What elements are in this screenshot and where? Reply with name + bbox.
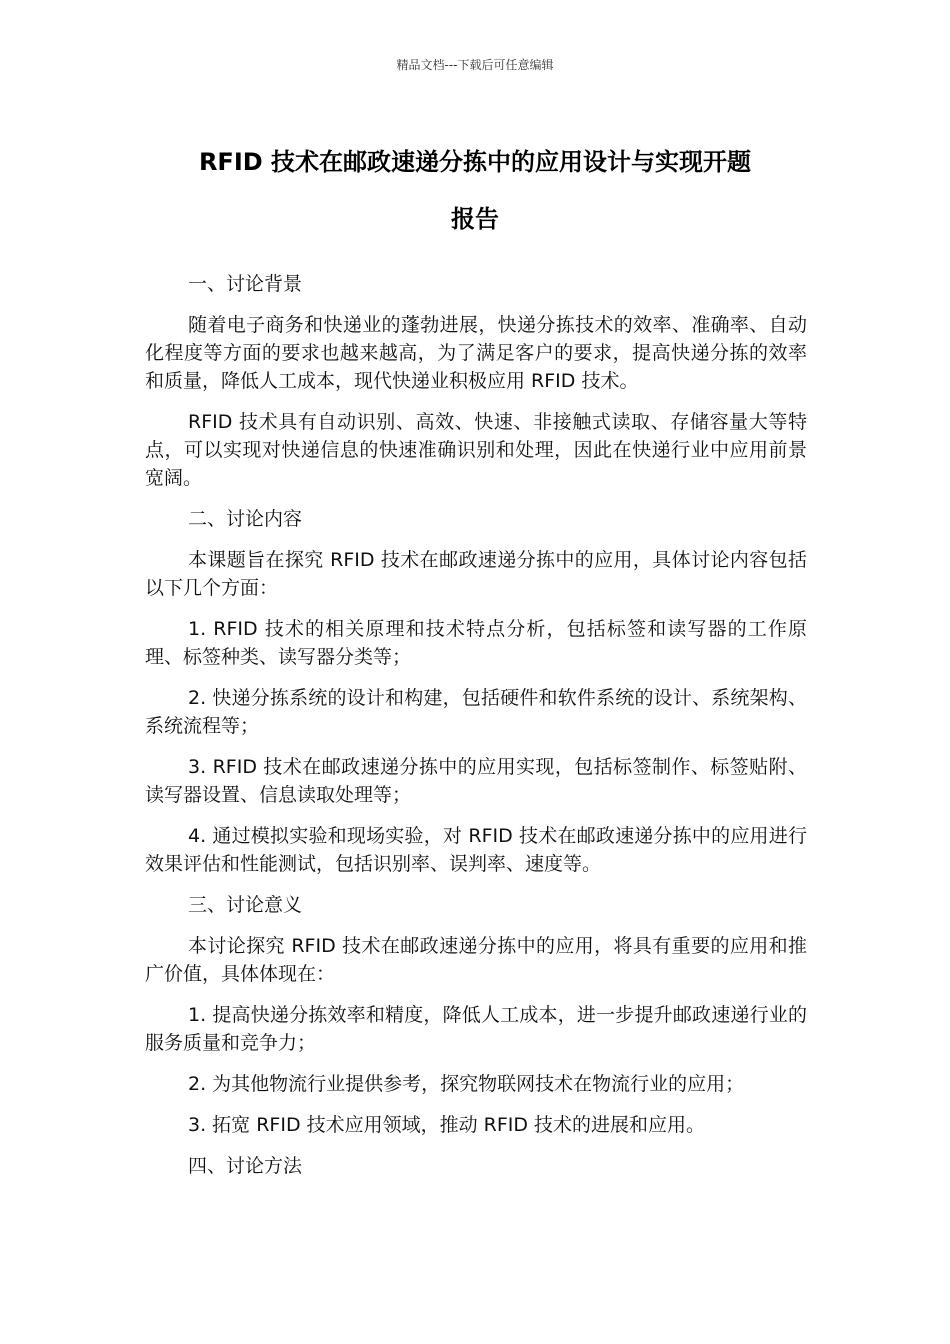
list-item: 1. RFID 技术的相关原理和技术特点分析，包括标签和读写器的工作原理、标签种类、读写器分类等； [145, 618, 807, 668]
document-body [145, 270, 807, 1193]
list-item: 3. RFID 技术在邮政速递分拣中的应用实现，包括标签制作、标签贴附、读写器设置、信息读取处理等； [145, 756, 807, 806]
page-header: 精品文档---下载后可任意编辑 [396, 58, 554, 72]
section-heading-methods: 四、讨论方法 [188, 1155, 303, 1177]
section-heading-significance: 三、讨论意义 [188, 894, 303, 916]
title-line-1: RFID 技术在邮政速递分拣中的应用设计与实现开题 [198, 148, 752, 176]
document-title [140, 134, 810, 248]
section-heading-background: 一、讨论背景 [188, 273, 303, 295]
paragraph: 随着电子商务和快递业的蓬勃进展，快递分拣技术的效率、准确率、自动化程度等方面的要求也越来越高，为了满足客户的要求，提高快递分拣的效率和质量，降低人工成本，现代快递业积极应用 RFID 技术。 [145, 314, 807, 392]
paragraph: RFID 技术具有自动识别、高效、快速、非接触式读取、存储容量大等特点，可以实现对快递信息的快速准确识别和处理，因此在快递行业中应用前景宽阔。 [145, 411, 807, 489]
list-item: 4. 通过模拟实验和现场实验，对 RFID 技术在邮政速递分拣中的应用进行效果评估和性能测试，包括识别率、误判率、速度等。 [145, 825, 807, 875]
list-item: 3. 拓宽 RFID 技术应用领域，推动 RFID 技术的进展和应用。 [188, 1114, 706, 1136]
section-heading-content: 二、讨论内容 [188, 508, 303, 530]
title-line-2: 报告 [451, 205, 499, 233]
list-item: 1. 提高快递分拣效率和精度，降低人工成本，进一步提升邮政速递行业的服务质量和竞争力； [145, 1004, 807, 1054]
paragraph: 本课题旨在探究 RFID 技术在邮政速递分拣中的应用，具体讨论内容包括以下几个方面： [145, 549, 807, 599]
list-item: 2. 快递分拣系统的设计和构建，包括硬件和软件系统的设计、系统架构、系统流程等； [145, 687, 807, 737]
list-item: 2. 为其他物流行业提供参考，探究物联网技术在物流行业的应用； [188, 1073, 745, 1095]
paragraph: 本讨论探究 RFID 技术在邮政速递分拣中的应用，将具有重要的应用和推广价值，具体体现在： [145, 935, 807, 985]
